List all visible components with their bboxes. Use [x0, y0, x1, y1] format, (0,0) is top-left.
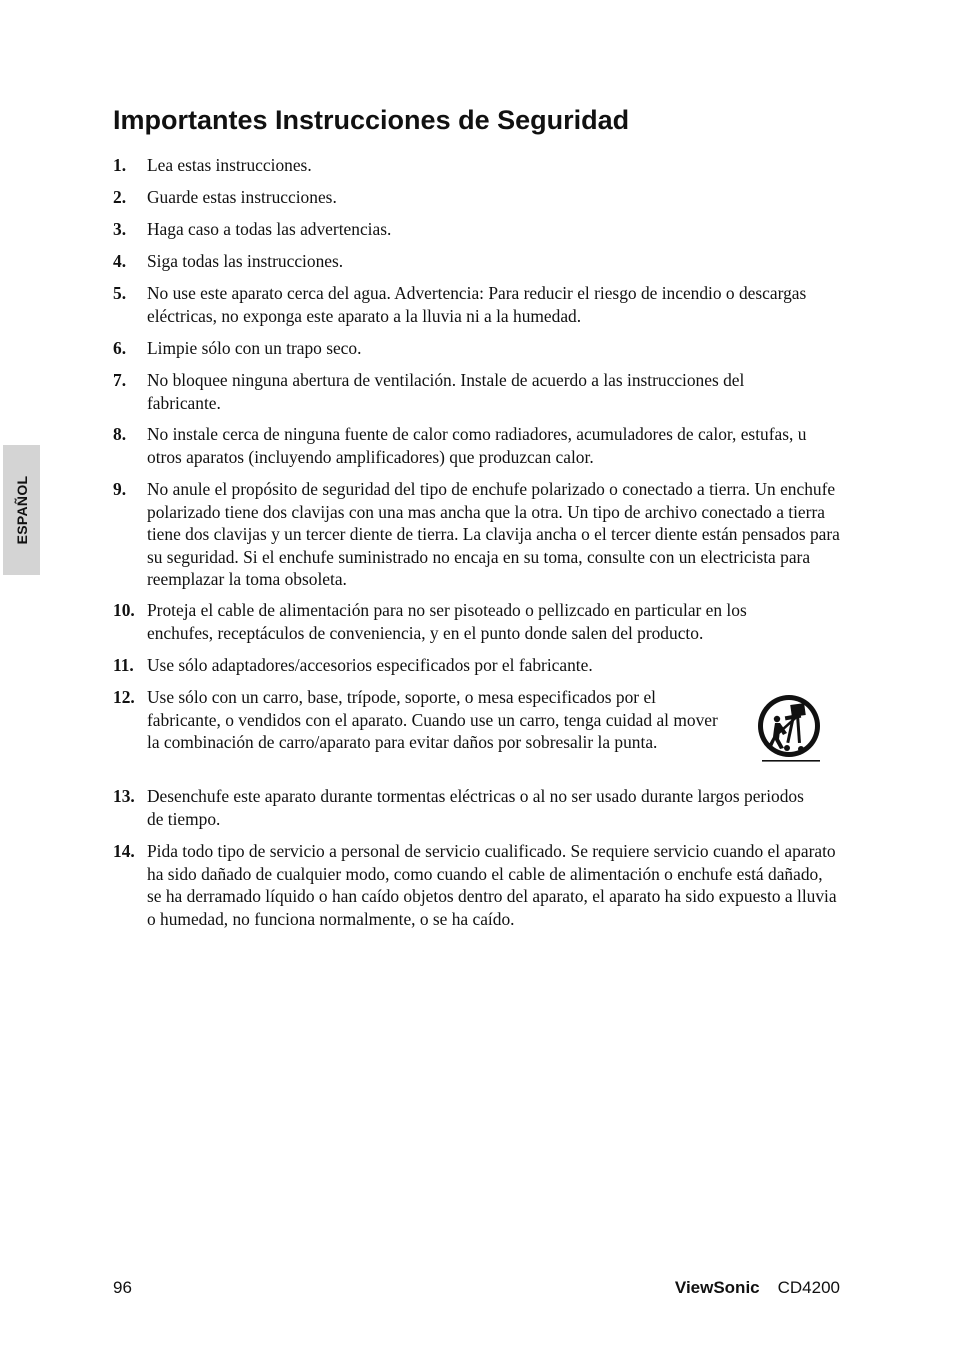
list-item-text: Haga caso a todas las advertencias.	[147, 219, 392, 239]
list-item-number: 6.	[113, 338, 127, 358]
list-item-number: 1.	[113, 155, 127, 175]
list-item-number: 4.	[113, 251, 127, 271]
list-item-number: 2.	[113, 187, 127, 207]
list-item-number: 3.	[113, 219, 127, 239]
list-item-text: Desenchufe este aparato durante tormentas eléctricas o al no ser usado durante largos periodos de tiempo.	[147, 786, 804, 829]
list-item-number: 10.	[113, 600, 135, 620]
list-item-text: Proteja el cable de alimentación para no ser pisoteado o pellizcado en particular en los enchufes, receptáculos de conveniencia, y en el punto donde salen del producto.	[147, 600, 747, 643]
list-item-text: Pida todo tipo de servicio a personal de servicio cualificado. Se requiere servicio cuando el aparato ha sido dañado de cualquier modo, como cuando el cable de alimentación o enchufe está dañado, se ha derramado líquido o han caído objetos dentro del aparato, el aparato ha sido expuesto a lluvia o humedad, no funciona normalmente, o se ha caído.	[147, 841, 837, 929]
list-item-number: 13.	[113, 786, 135, 806]
list-item-number: 9.	[113, 479, 127, 499]
list-item-number: 7.	[113, 370, 127, 390]
cart-warning-icon	[753, 693, 825, 765]
list-item-number: 14.	[113, 841, 135, 861]
list-item-text: Lea estas instrucciones.	[147, 155, 312, 175]
list-item-text: Guarde estas instrucciones.	[147, 187, 337, 207]
list-item-text: No anule el propósito de seguridad del tipo de enchufe polarizado o conectado a tierra. Un enchufe polarizado tiene dos clavijas con una mas ancha que la otra. Un tipo de archivo conectado a tierra tiene dos clavijas y un tercer diente de tierra. La clavija ancha o el tercer diente están pensados para su seguridad. Si el enchufe suministrado no encaja en su toma, consulte con un electricista para reemplazar la toma obsoleta.	[147, 479, 840, 589]
list-item-text: Use sólo adaptadores/accesorios especificados por el fabricante.	[147, 655, 593, 675]
list-item-text: No instale cerca de ninguna fuente de calor como radiadores, acumuladores de calor, estufas, u otros aparatos (incluyendo amplificadores) que produzcan calor.	[147, 424, 807, 467]
list-item-number: 5.	[113, 283, 127, 303]
language-tab-label: ESPAÑOL	[13, 475, 30, 545]
model-name: CD4200	[777, 1278, 840, 1297]
footer-brand-model	[675, 1277, 840, 1299]
list-item-number: 11.	[113, 655, 134, 675]
brand-name: ViewSonic	[674, 1278, 760, 1297]
list-item-text: No use este aparato cerca del agua. Advertencia: Para reducir el riesgo de incendio o descargas eléctricas, no exponga este aparato a la lluvia ni a la humedad.	[147, 283, 807, 326]
list-item-text: No bloquee ninguna abertura de ventilación. Instale de acuerdo a las instrucciones del fabricante.	[147, 370, 745, 413]
list-item-text: Limpie sólo con un trapo seco.	[147, 338, 362, 358]
page-number: 96	[113, 1278, 132, 1297]
list-item-text: Use sólo con un carro, base, trípode, soporte, o mesa especificados por el fabricante, o vendidos con el aparato. Cuando use un carro, tenga cuidad al mover la combinación de carro/aparato para evitar daños por sobresalir la punta.	[147, 687, 718, 752]
language-side-tab	[3, 445, 40, 575]
list-item-number: 12.	[113, 687, 135, 707]
page-title: Importantes Instrucciones de Seguridad	[113, 105, 630, 135]
list-item-text: Siga todas las instrucciones.	[147, 251, 344, 271]
list-item-number: 8.	[113, 424, 127, 444]
